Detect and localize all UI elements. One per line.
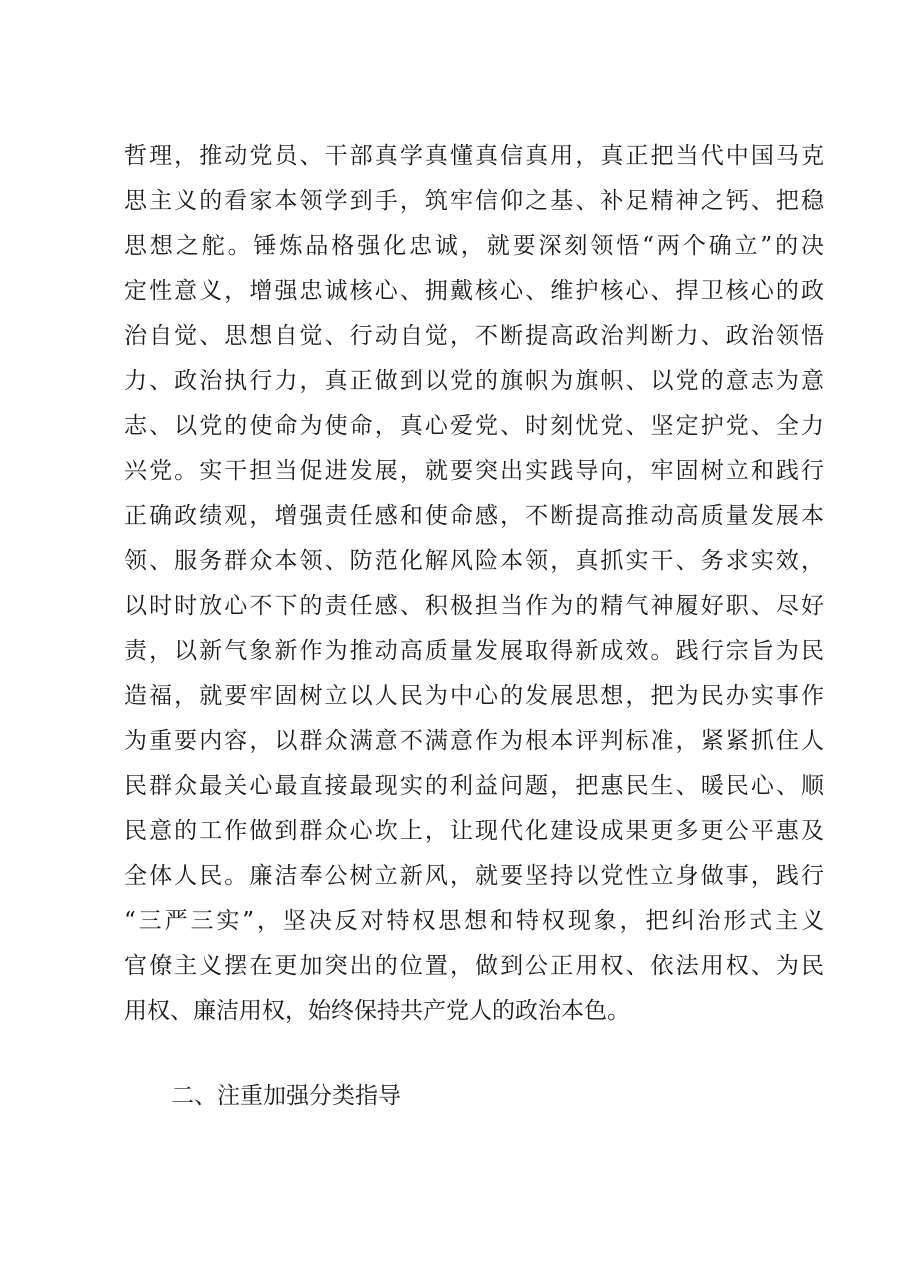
section-heading: 二、注重加强分类指导 [171,1083,401,1109]
text-line: 责，以新气象新作为推动高质量发展取得新成效。践行宗旨为民 [124,638,824,664]
text-line: 思主义的看家本领学到手，筑牢信仰之基、补足精神之钙、把稳 [124,188,824,214]
text-line: 民意的工作做到群众心坎上，让现代化建设成果更多更公平惠及 [124,818,824,844]
text-line: 治自觉、思想自觉、行动自觉，不断提高政治判断力、政治领悟 [124,323,824,349]
text-line: 以时时放心不下的责任感、积极担当作为的精气神履好职、尽好 [124,593,824,619]
text-line: 全体人民。廉洁奉公树立新风，就要坚持以党性立身做事，践行 [124,863,824,889]
text-line: 定性意义，增强忠诚核心、拥戴核心、维护核心、捍卫核心的政 [124,278,824,304]
text-line: 力、政治执行力，真正做到以党的旗帜为旗帜、以党的意志为意 [124,368,824,394]
text-line: 思想之舵。锤炼品格强化忠诚，就要深刻领悟“两个确立”的决 [124,233,824,259]
text-line: 领、服务群众本领、防范化解风险本领，真抓实干、务求实效， [124,548,824,574]
text-line: 为重要内容，以群众满意不满意作为根本评判标准，紧紧抓住人 [124,728,824,754]
text-line: 造福，就要牢固树立以人民为中心的发展思想，把为民办实事作 [124,683,824,709]
text-line: 用权、廉洁用权，始终保持共产党人的政治本色。 [124,998,630,1024]
body-paragraph [124,134,824,1034]
text-line: 正确政绩观，增强责任感和使命感，不断提高推动高质量发展本 [124,503,824,529]
text-line: 官僚主义摆在更加突出的位置，做到公正用权、依法用权、为民 [124,953,824,979]
text-line: 兴党。实干担当促进发展，就要突出实践导向，牢固树立和践行 [124,458,824,484]
text-line: 民群众最关心最直接最现实的利益问题，把惠民生、暖民心、顺 [124,773,824,799]
text-line: 哲理，推动党员、干部真学真懂真信真用，真正把当代中国马克 [124,143,824,169]
text-line: 志、以党的使命为使命，真心爱党、时刻忧党、坚定护党、全力 [124,413,824,439]
text-line: “三严三实”，坚决反对特权思想和特权现象，把纠治形式主义 [124,908,824,934]
